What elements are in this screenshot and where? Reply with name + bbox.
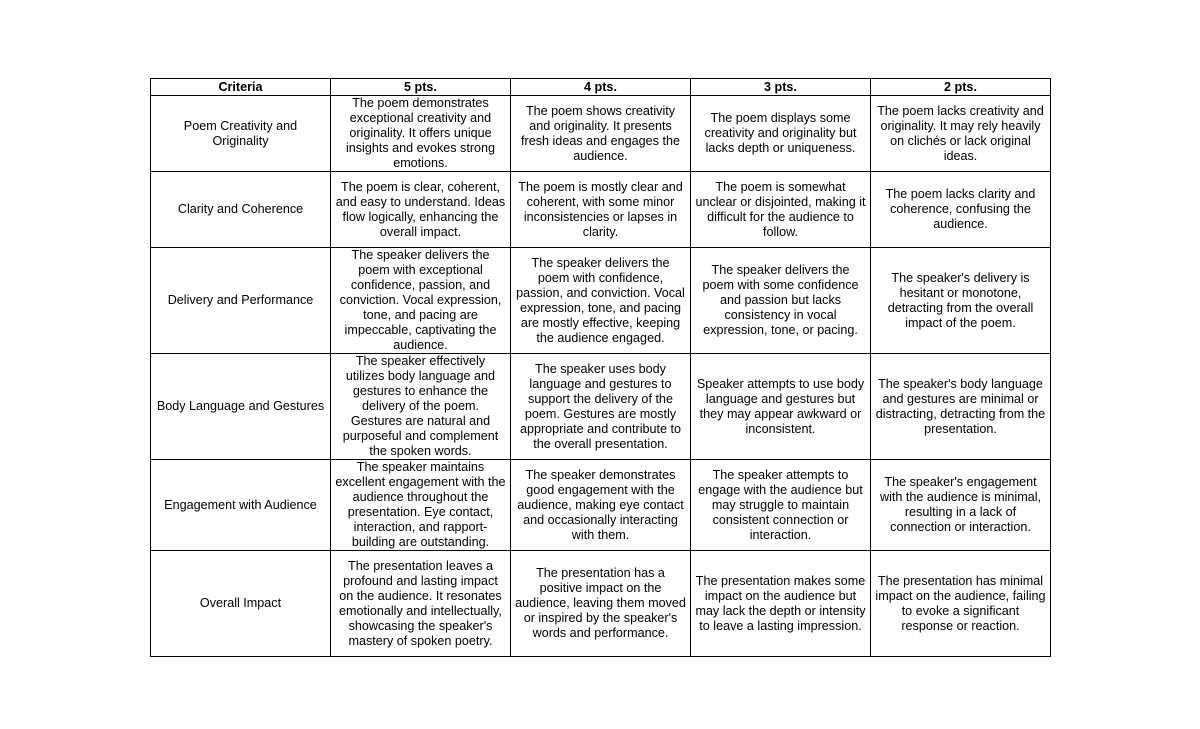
header-2-pts: 2 pts. bbox=[871, 79, 1051, 96]
score-4-cell: The presentation has a positive impact on the audience, leaving them moved or inspired by the speaker's words and performance. bbox=[511, 551, 691, 657]
score-3-cell: The poem is somewhat unclear or disjointed, making it difficult for the audience to follow. bbox=[691, 172, 871, 248]
score-3-cell: The speaker delivers the poem with some confidence and passion but lacks consistency in vocal expression, tone, or pacing. bbox=[691, 248, 871, 354]
score-5-cell: The poem demonstrates exceptional creativity and originality. It offers unique insights and evokes strong emotions. bbox=[331, 96, 511, 172]
header-4-pts: 4 pts. bbox=[511, 79, 691, 96]
rubric-table bbox=[150, 78, 1051, 657]
score-2-cell: The speaker's body language and gestures are minimal or distracting, detracting from the presentation. bbox=[871, 354, 1051, 460]
score-2-cell: The poem lacks creativity and originality. It may rely heavily on clichés or lack original ideas. bbox=[871, 96, 1051, 172]
table-row bbox=[151, 96, 1051, 172]
score-5-cell: The speaker delivers the poem with exceptional confidence, passion, and conviction. Vocal expression, tone, and pacing are impeccable, captivating the audience. bbox=[331, 248, 511, 354]
header-5-pts: 5 pts. bbox=[331, 79, 511, 96]
score-3-cell: Speaker attempts to use body language and gestures but they may appear awkward or inconsistent. bbox=[691, 354, 871, 460]
score-4-cell: The poem shows creativity and originality. It presents fresh ideas and engages the audience. bbox=[511, 96, 691, 172]
score-5-cell: The poem is clear, coherent, and easy to understand. Ideas flow logically, enhancing the overall impact. bbox=[331, 172, 511, 248]
score-4-cell: The speaker uses body language and gestures to support the delivery of the poem. Gestures are mostly appropriate and contribute to the overall presentation. bbox=[511, 354, 691, 460]
table-row bbox=[151, 460, 1051, 551]
score-2-cell: The presentation has minimal impact on the audience, failing to evoke a significant response or reaction. bbox=[871, 551, 1051, 657]
criteria-cell: Delivery and Performance bbox=[151, 248, 331, 354]
criteria-cell: Clarity and Coherence bbox=[151, 172, 331, 248]
score-5-cell: The speaker effectively utilizes body language and gestures to enhance the delivery of the poem. Gestures are natural and purposeful and complement the spoken words. bbox=[331, 354, 511, 460]
criteria-cell: Poem Creativity and Originality bbox=[151, 96, 331, 172]
header-3-pts: 3 pts. bbox=[691, 79, 871, 96]
criteria-cell: Overall Impact bbox=[151, 551, 331, 657]
header-criteria: Criteria bbox=[151, 79, 331, 96]
score-2-cell: The poem lacks clarity and coherence, confusing the audience. bbox=[871, 172, 1051, 248]
score-3-cell: The presentation makes some impact on the audience but may lack the depth or intensity to leave a lasting impression. bbox=[691, 551, 871, 657]
table-row bbox=[151, 172, 1051, 248]
score-2-cell: The speaker's engagement with the audience is minimal, resulting in a lack of connection or interaction. bbox=[871, 460, 1051, 551]
table-row bbox=[151, 354, 1051, 460]
score-2-cell: The speaker's delivery is hesitant or monotone, detracting from the overall impact of the poem. bbox=[871, 248, 1051, 354]
header-row bbox=[151, 79, 1051, 96]
score-5-cell: The speaker maintains excellent engagement with the audience throughout the presentation. Eye contact, interaction, and rapport-building are outstanding. bbox=[331, 460, 511, 551]
criteria-cell: Body Language and Gestures bbox=[151, 354, 331, 460]
score-5-cell: The presentation leaves a profound and lasting impact on the audience. It resonates emotionally and intellectually, showcasing the speaker's mastery of spoken poetry. bbox=[331, 551, 511, 657]
table-row bbox=[151, 551, 1051, 657]
table-row bbox=[151, 248, 1051, 354]
score-4-cell: The speaker delivers the poem with confidence, passion, and conviction. Vocal expression, tone, and pacing are mostly effective, keeping the audience engaged. bbox=[511, 248, 691, 354]
score-4-cell: The speaker demonstrates good engagement with the audience, making eye contact and occasionally interacting with them. bbox=[511, 460, 691, 551]
score-3-cell: The speaker attempts to engage with the audience but may struggle to maintain consistent connection or interaction. bbox=[691, 460, 871, 551]
criteria-cell: Engagement with Audience bbox=[151, 460, 331, 551]
score-3-cell: The poem displays some creativity and originality but lacks depth or uniqueness. bbox=[691, 96, 871, 172]
score-4-cell: The poem is mostly clear and coherent, with some minor inconsistencies or lapses in clarity. bbox=[511, 172, 691, 248]
